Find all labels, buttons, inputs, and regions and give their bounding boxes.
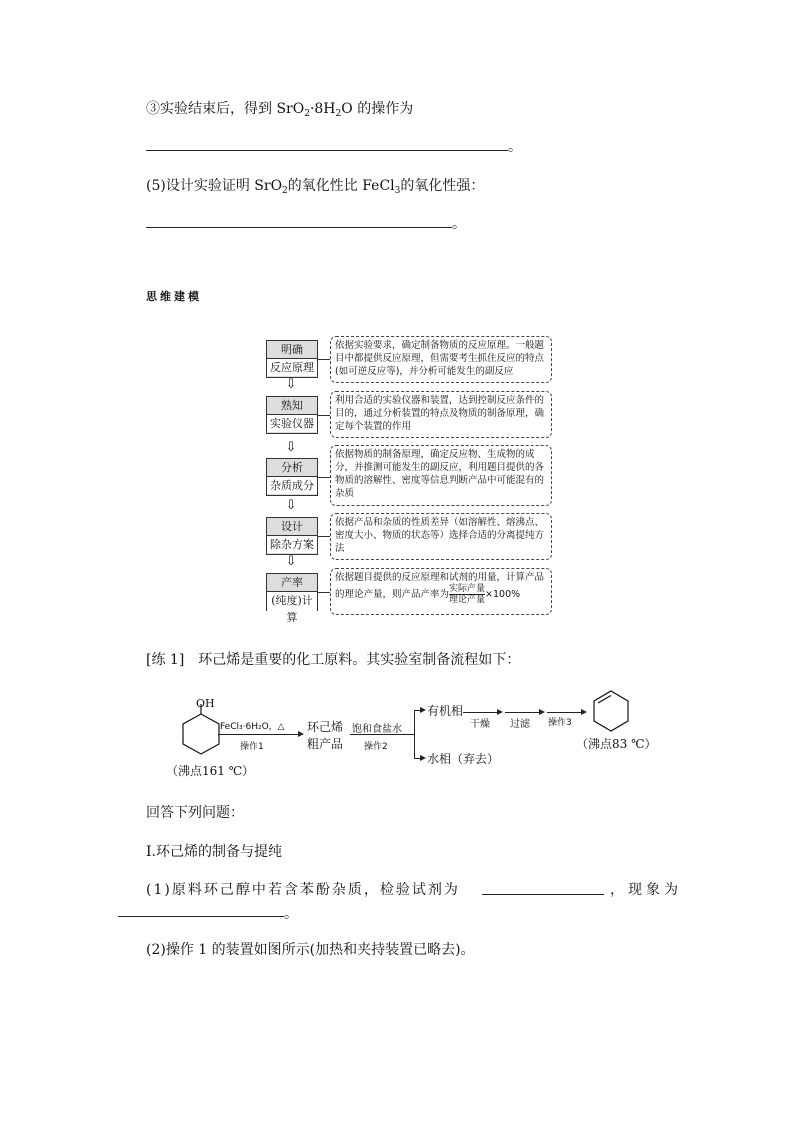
step-1-connector	[317, 359, 330, 360]
yield-fraction	[449, 584, 485, 605]
q5-sub1: 2	[282, 186, 288, 196]
question-3	[146, 98, 413, 119]
down-arrow-icon: ⇩	[285, 554, 297, 569]
fraction-numerator: 实际产量	[449, 584, 486, 594]
question-5	[146, 175, 484, 196]
step-5-top: 产率	[267, 574, 317, 592]
q5-sub2: 3	[394, 186, 401, 196]
q1-reagent-blank[interactable]	[482, 894, 604, 895]
down-arrow-icon: ⇩	[285, 440, 297, 455]
arrow-op3-head	[581, 709, 587, 715]
part-1-title: Ⅰ.环己烯的制备与提纯	[146, 844, 282, 860]
step-2-bottom: 实验仪器	[267, 415, 317, 432]
down-arrow-icon: ⇩	[285, 377, 297, 392]
q5-answer-blank[interactable]	[146, 227, 452, 228]
q5-a: (5)设计实验证明 SrO	[146, 178, 283, 194]
filter-label: 过滤	[510, 719, 530, 730]
step-1-label	[266, 340, 318, 378]
crude-product-2: 粗产品	[307, 737, 344, 751]
op2-label: 操作2	[364, 742, 388, 752]
step-4-connector	[317, 536, 330, 537]
aqueous-phase: 水相（弃去）	[427, 752, 500, 766]
step-2-top: 熟知	[267, 397, 317, 415]
arrow-op3	[547, 712, 581, 713]
q1-phenomenon-blank[interactable]	[118, 916, 284, 917]
question-2: (2)操作 1 的装置如图所示(加热和夹持装置已略去)。	[146, 942, 475, 958]
organic-phase: 有机相	[427, 704, 464, 718]
q3-text: ③实验结束后，得到 SrO	[146, 101, 305, 117]
step-3-connector	[317, 477, 330, 478]
answer-prompt: 回答下列问题：	[146, 805, 244, 821]
bp2-label: （沸点83 ℃）	[576, 737, 657, 751]
q3-sub2: 2	[335, 109, 342, 119]
q3-mid: ·8H	[309, 101, 336, 117]
arrow-dry	[463, 712, 497, 713]
arrow-1	[218, 734, 298, 735]
arrow-2	[350, 734, 414, 735]
step-5-desc-b: ×100%	[485, 589, 521, 600]
section-title: 思维建模	[146, 290, 202, 303]
brine-label: 饱和食盐水	[352, 724, 402, 735]
q5-c: 的氧化性强：	[400, 178, 485, 194]
bp1-label: （沸点161 ℃）	[166, 764, 255, 778]
arrow-1-head	[298, 731, 304, 737]
step-1-desc: 依据实验要求，确定制备物质的反应原理。一般题目中都提供反应原理，但需要考生抓住反应的特点(如可逆反应等)，并分析可能发生的副反应	[330, 336, 552, 383]
oh-label: OH	[196, 697, 215, 710]
arrow-dry-head	[497, 709, 503, 715]
branch-line	[414, 710, 415, 758]
step-5-desc	[330, 568, 552, 615]
step-2-desc: 利用合适的实验仪器和装置，达到控制反应条件的目的，通过分析装置的特点及物质的制备原理，确定每个装置的作用	[330, 391, 552, 438]
arrow-filter	[505, 712, 539, 713]
arrow-organic-head	[420, 707, 426, 713]
step-5-desc-a: 依据题目提供的反应原理和试剂的用量，计算产品的理论产量，则产品产率为	[335, 572, 545, 600]
q5-b: 的氧化性比 FeCl	[287, 178, 395, 194]
step-5-label	[266, 573, 318, 624]
q3-answer-blank[interactable]	[146, 150, 508, 151]
reagent1-label: FeCl₃·6H₂O，△	[220, 722, 285, 732]
question-1	[146, 879, 460, 899]
step-5-bottom: (纯度)计算	[267, 592, 317, 626]
dry-label: 干燥	[470, 719, 490, 730]
practice-intro: [练 1] 环己烯是重要的化工原料。其实验室制备流程如下：	[146, 652, 521, 668]
step-1-bottom: 反应原理	[267, 359, 317, 376]
fraction-denominator: 理论产量	[449, 595, 486, 605]
step-4-desc: 依据产品和杂质的性质差异（如溶解性、熔沸点、密度大小、物质的状态等）选择合适的分离提纯方法	[330, 513, 552, 560]
q1-text-a: (1)原料环己醇中若含苯酚杂质，检验试剂为	[146, 882, 460, 898]
step-3-bottom: 杂质成分	[267, 477, 317, 494]
step-2-label	[266, 396, 318, 434]
step-4-bottom: 除杂方案	[267, 536, 317, 553]
step-3-desc: 依据物质的制备原理，确定反应物、生成物的成分，并推测可能发生的副反应，利用题目提供的各物质的溶解性、密度等信息判断产品中可能混有的杂质	[330, 445, 552, 506]
q1-end: 。	[284, 906, 298, 922]
step-3-top: 分析	[267, 459, 317, 477]
q3-end: 。	[508, 139, 522, 155]
step-1-top: 明确	[267, 341, 317, 359]
down-arrow-icon: ⇩	[285, 498, 297, 513]
cyclohexene-structure	[590, 688, 632, 734]
crude-product-1: 环己烯	[307, 720, 344, 734]
step-3-label	[266, 458, 318, 496]
step-4-top: 设计	[267, 518, 317, 536]
step-2-connector	[317, 415, 330, 416]
step-5-connector	[317, 592, 330, 593]
step-4-label	[266, 517, 318, 555]
op3-label: 操作3	[548, 718, 572, 728]
arrow-filter-head	[539, 709, 545, 715]
q5-end: 。	[452, 216, 466, 232]
op1-label: 操作1	[240, 742, 264, 752]
arrow-aqueous-head	[420, 755, 426, 761]
q1-text-b: ，现象为	[610, 882, 682, 898]
q3-suffix: O 的操作为	[341, 101, 414, 117]
q3-sub1: 2	[304, 109, 310, 119]
